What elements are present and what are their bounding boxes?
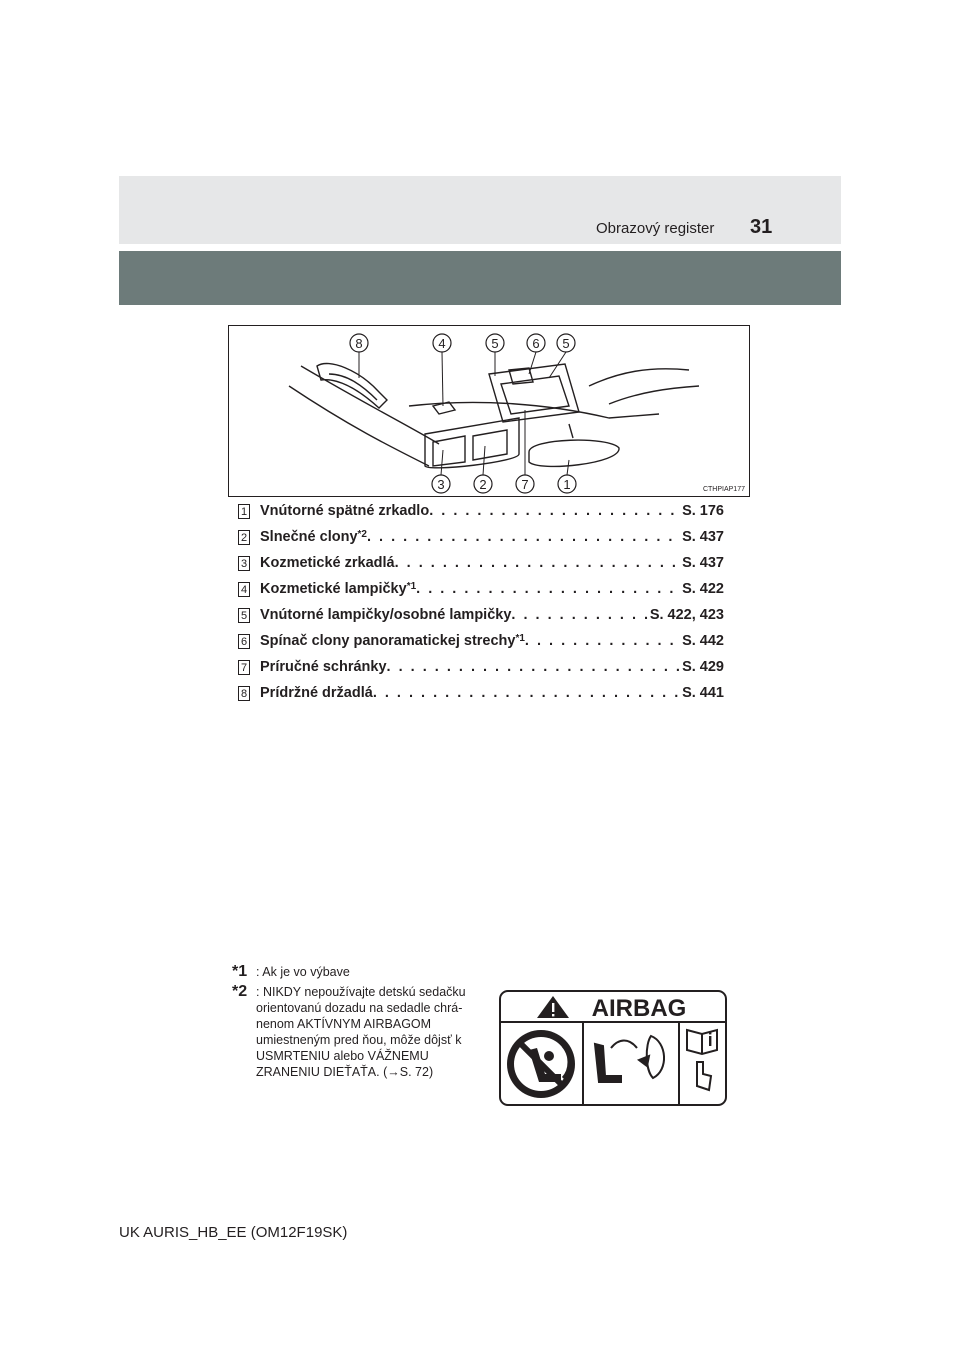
ceiling-illustration: [229, 326, 751, 498]
index-item: [238, 580, 724, 606]
item-number: 1: [238, 504, 250, 519]
callout-2: [474, 446, 492, 493]
item-list: [238, 502, 724, 710]
item-label: Príručné schránky: [260, 659, 387, 675]
callout-5a: [486, 334, 504, 376]
svg-text:5: 5: [491, 336, 499, 351]
svg-text:4: 4: [438, 336, 446, 351]
item-page-ref[interactable]: S. 442: [682, 633, 724, 649]
item-number: 3: [238, 556, 250, 571]
svg-text:5: 5: [562, 336, 570, 351]
item-page-ref[interactable]: S. 429: [682, 659, 724, 675]
svg-text:8: 8: [355, 336, 363, 351]
svg-text:7: 7: [521, 477, 529, 492]
item-footnote-ref: *1: [406, 581, 417, 592]
index-item: [238, 528, 724, 554]
item-footnote-ref: *1: [515, 633, 525, 644]
item-label: Kozmetické zrkadlá: [260, 555, 395, 571]
item-page-ref[interactable]: S. 176: [682, 503, 724, 519]
svg-text:6: 6: [532, 336, 540, 351]
leader-dots: [373, 685, 680, 701]
index-item: [238, 658, 724, 684]
no-child-seat-icon: [507, 1030, 575, 1098]
item-number: 6: [238, 634, 250, 649]
leader-dots: [387, 659, 681, 675]
item-page-ref[interactable]: S. 422: [682, 581, 724, 597]
item-label: Kozmetické lampičky: [260, 581, 407, 597]
svg-text:1: 1: [563, 477, 571, 492]
index-item: [238, 606, 724, 632]
item-label: Spínač clony panoramatickej strechy: [260, 633, 516, 649]
item-number: 5: [238, 608, 250, 623]
document-code: UK AURIS_HB_EE (OM12F19SK): [119, 1224, 348, 1241]
item-number: 4: [238, 582, 250, 597]
item-number: 7: [238, 660, 250, 675]
index-item: [238, 554, 724, 580]
callout-4: [433, 334, 451, 406]
index-item: [238, 632, 724, 658]
footnote-2: *2 : NIKDY nepoužívajte detskú sedačku orientovanú dozadu na sedadle chrá-nenom AKTÍVNYM AIRBAGOM umiestneným pred ňou, môže dôjsť k USMRTENIU alebo VÁŽNEMU ZRANENIU DIEŤAŤA. (→S. 72): [232, 983, 466, 1079]
item-label: Slnečné clony: [260, 529, 358, 545]
item-number: 2: [238, 530, 250, 545]
figure-code: CTHPIAP177: [702, 486, 745, 493]
page-number: 31: [750, 216, 773, 238]
header-band: [119, 176, 841, 244]
leader-dots: [367, 529, 680, 545]
svg-text:3: 3: [437, 477, 445, 492]
airbag-title: AIRBAG: [591, 995, 687, 1022]
leader-dots: [525, 633, 680, 649]
item-page-ref[interactable]: S. 441: [682, 685, 724, 701]
callout-3: [432, 450, 450, 493]
item-page-ref[interactable]: S. 422, 423: [649, 607, 724, 623]
item-number: 8: [238, 686, 250, 701]
interior-ceiling-figure: [228, 325, 750, 497]
item-page-ref[interactable]: S. 437: [682, 529, 724, 545]
callout-5b: [549, 334, 575, 378]
leader-dots: [511, 607, 647, 623]
leader-dots: [429, 503, 680, 519]
leader-dots: [395, 555, 680, 571]
item-label: Vnútorné lampičky/osobné lampičky: [260, 607, 512, 623]
index-item: [238, 684, 724, 710]
header-bar: [119, 251, 841, 305]
item-label: Vnútorné spätné zrkadlo: [260, 503, 430, 519]
index-item: [238, 502, 724, 528]
leader-dots: [416, 581, 680, 597]
footnotes: [232, 964, 492, 1084]
item-page-ref[interactable]: S. 437: [682, 555, 724, 571]
item-footnote-ref: *2: [357, 529, 367, 540]
footnote-1: *1 : Ak je vo výbave: [232, 963, 350, 980]
section-title: Obrazový register: [596, 220, 715, 237]
svg-text:2: 2: [479, 477, 487, 492]
airbag-warning-label: [499, 990, 727, 1106]
item-label: Prídržné držadlá: [260, 685, 373, 701]
